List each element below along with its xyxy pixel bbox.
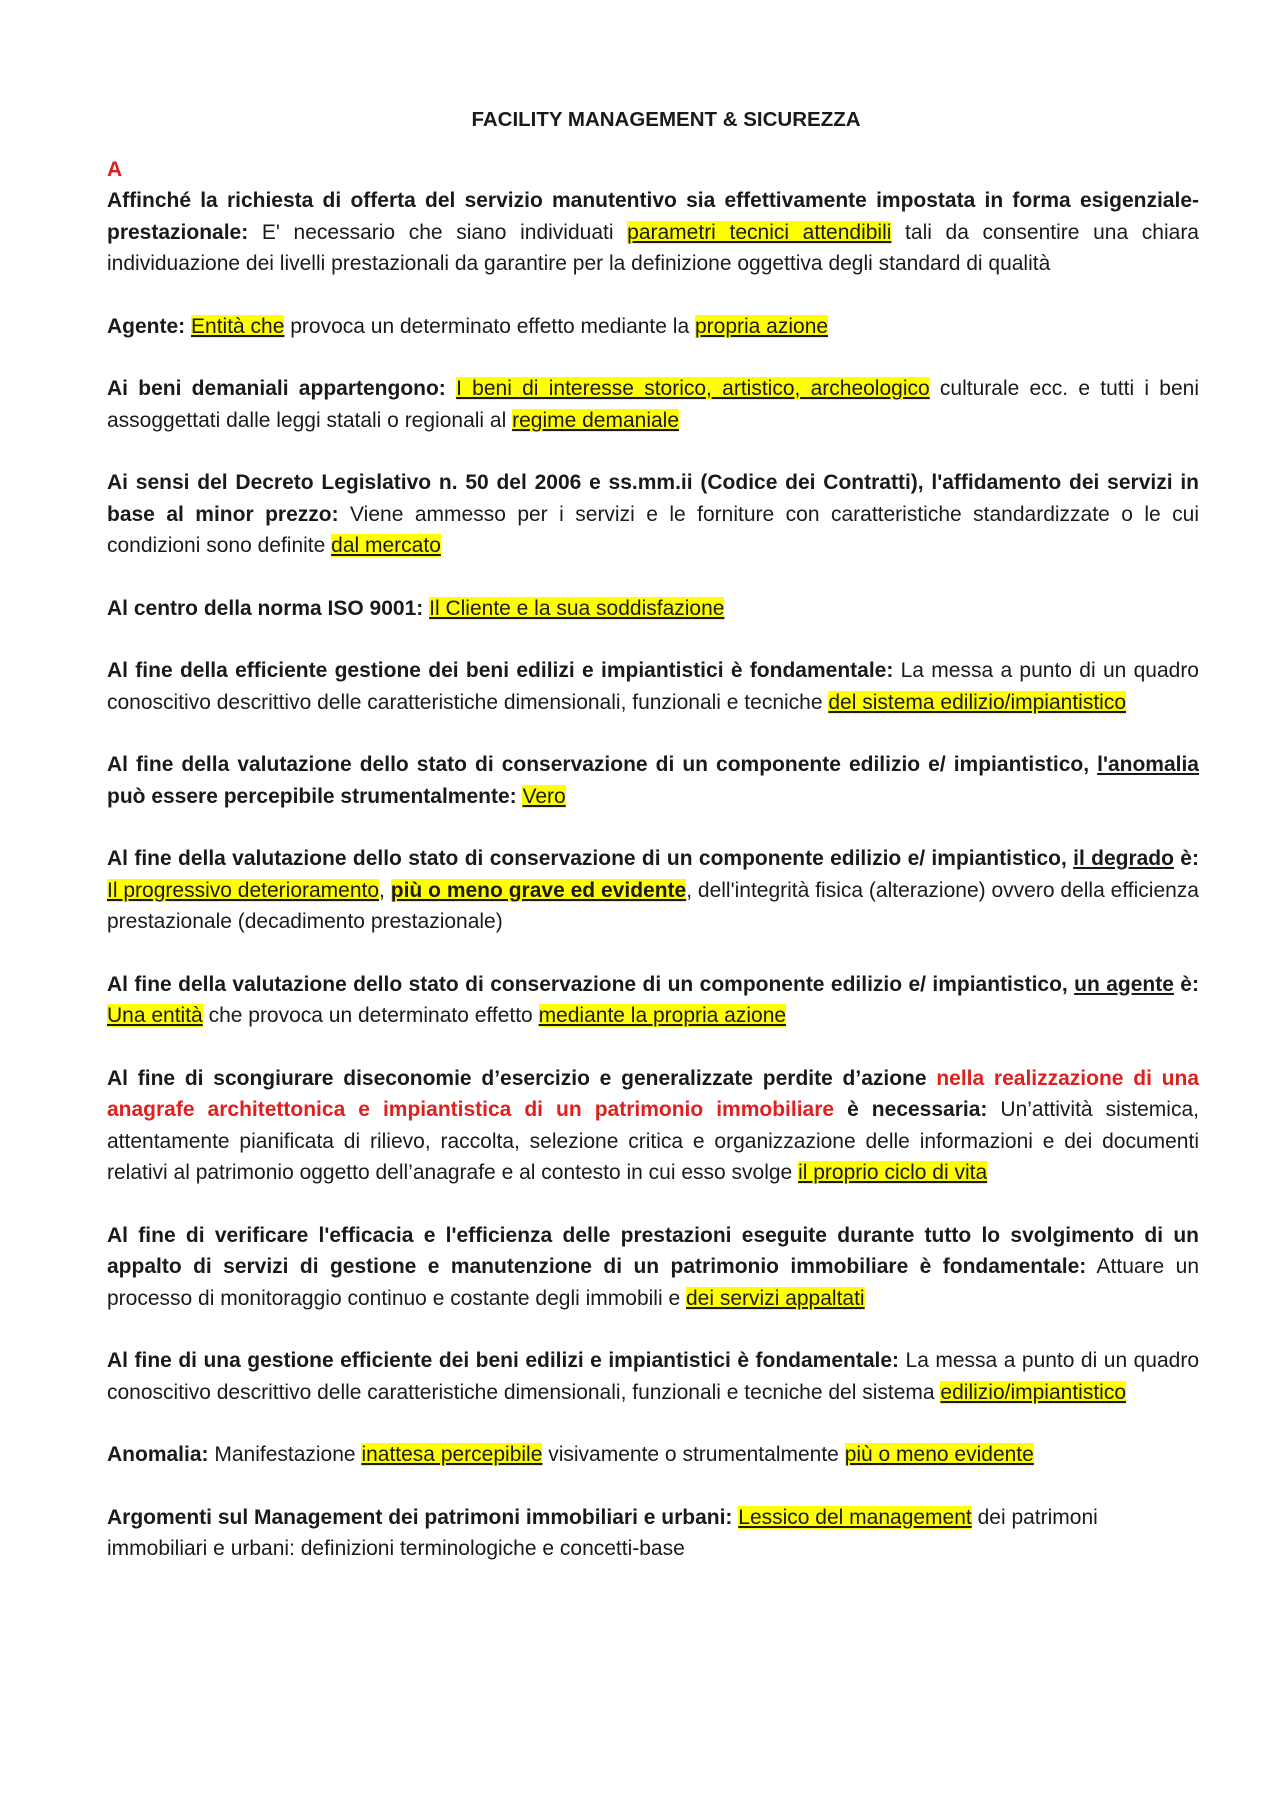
- entry: [107, 1063, 1199, 1189]
- entry-question: Ai sensi del Decreto Legislativo n. 50 del 2006 e ss.mm.ii (Codice dei Contratti), l'affidamento dei servizi in base al minor prezzo:: [107, 471, 1199, 526]
- highlighted-answer: Una entità: [107, 1004, 203, 1027]
- entry-question: Agente:: [107, 314, 186, 338]
- section-letter: A: [107, 158, 123, 181]
- entry-question: Al fine della valutazione dello stato di conservazione di un componente edilizio e/ impiantistico,: [107, 753, 1098, 776]
- entry: [107, 1220, 1199, 1315]
- entry-answer: provoca un determinato effetto mediante la: [284, 314, 695, 338]
- entry-question-red: nella realizzazione di una anagrafe architettonica e impiantistica di un patrimonio immobiliare: [107, 1066, 1199, 1121]
- entry: [107, 467, 1199, 562]
- entry-question-underlined: un agente: [1074, 972, 1174, 996]
- entry-answer: Un’attività sistemica, attentamente pianificata di rilievo, raccolta, selezione critica e organizzazione delle informazioni e dei documenti relativi al patrimonio oggetto dell’anagrafe e al contesto in cui esso svolge: [107, 1098, 1199, 1184]
- highlighted-answer: più o meno evidente: [844, 1443, 1034, 1466]
- entry: [107, 185, 1199, 280]
- entry-question-underlined: il degrado: [1073, 847, 1174, 870]
- entry-answer: [446, 377, 456, 400]
- entry-question: Affinché la richiesta di offerta del servizio manutentivo sia effettivamente impostata in forma esigenziale-prestazionale:: [107, 189, 1199, 244]
- highlighted-answer: Entità che: [191, 314, 285, 338]
- entry: [107, 655, 1199, 718]
- highlighted-answer: dei servizi appaltati: [686, 1286, 865, 1310]
- entry-answer: , dell'integrità fisica (alterazione) ovvero della efficienza prestazionale (decadimento prestazionale): [107, 878, 1199, 933]
- entry-answer: tali da consentire una chiara individuazione dei livelli prestazionali da garantire per la definizione oggettiva degli standard di qualità: [107, 220, 1199, 275]
- highlighted-answer: più o meno grave ed evidente: [390, 878, 687, 902]
- entry-question: Al centro della norma ISO 9001:: [107, 596, 424, 620]
- entry-answer: La messa a punto di un quadro conoscitivo descrittivo delle caratteristiche dimensionali, funzionali e tecniche del sistema: [107, 1349, 1200, 1404]
- entry-answer: La messa a punto di un quadro conoscitivo descrittivo delle caratteristiche dimensionali, funzionali e tecniche: [107, 659, 1199, 714]
- highlighted-answer: inattesa percepibile: [361, 1443, 543, 1466]
- entry-answer: Viene ammesso per i servizi e le forniture con caratteristiche standardizzate o le cui condizioni sono definite: [107, 502, 1199, 557]
- entry-answer: E' necessario che siano individuati: [248, 220, 628, 244]
- entry-question: è:: [1173, 972, 1199, 996]
- entry-question: è:: [1173, 847, 1199, 870]
- entry-answer: visivamente o strumentalmente: [542, 1443, 845, 1466]
- highlighted-answer: dal mercato: [331, 534, 441, 557]
- entry-question: Argomenti sul Management dei patrimoni immobiliari e urbani:: [107, 1505, 733, 1529]
- highlighted-answer: I beni di interesse storico, artistico, archeologico: [456, 377, 930, 400]
- entry-question: Al fine di una gestione efficiente dei beni edilizi e impiantistici è fondamentale:: [107, 1349, 900, 1372]
- entry-answer: che provoca un determinato effetto: [202, 1004, 539, 1027]
- entry: [107, 843, 1199, 938]
- entry-question: Al fine della valutazione dello stato di conservazione di un componente edilizio e/ impiantistico,: [107, 972, 1075, 996]
- entry: [107, 969, 1199, 1032]
- entry-question: Al fine di scongiurare diseconomie d’esercizio e generalizzate perdite d’azione: [107, 1066, 937, 1090]
- entry-answer: culturale ecc. e tutti i beni assoggettati dalle leggi statali o regionali al: [107, 377, 1200, 432]
- highlighted-answer: parametri tecnici attendibili: [627, 220, 892, 244]
- entry: [107, 311, 1199, 343]
- entry: [107, 1502, 1199, 1565]
- entry-question: Al fine di verificare l'efficacia e l'efficienza delle prestazioni eseguite durante tutto lo svolgimento di un appalto di servizi di gestione e manutenzione di un patrimonio immobiliare è fondamentale:: [107, 1223, 1199, 1278]
- entry: [107, 373, 1199, 436]
- entry-question-underlined: l'anomalia: [1097, 753, 1199, 776]
- document-title: FACILITY MANAGEMENT & SICUREZZA: [471, 108, 861, 131]
- entry-question: Al fine della valutazione dello stato di conservazione di un componente edilizio e/ impiantistico,: [107, 847, 1074, 870]
- highlighted-answer: regime demaniale: [512, 408, 680, 432]
- entry-question: Anomalia:: [107, 1443, 209, 1466]
- highlighted-answer: Il progressivo deterioramento: [107, 878, 380, 902]
- highlighted-answer: edilizio/impiantistico: [940, 1380, 1126, 1404]
- entry-answer: ,: [379, 878, 391, 902]
- highlighted-answer: del sistema edilizio/impiantistico: [828, 690, 1126, 714]
- highlighted-answer: propria azione: [694, 314, 829, 338]
- highlighted-answer: Il Cliente e la sua soddisfazione: [429, 596, 725, 620]
- entry: [107, 1439, 1199, 1471]
- highlighted-answer: Vero: [522, 784, 566, 808]
- entry-question: Al fine della efficiente gestione dei beni edilizi e impiantistici è fondamentale:: [107, 659, 894, 682]
- highlighted-answer: Lessico del management: [738, 1505, 972, 1529]
- entry-question: può essere percepibile strumentalmente:: [107, 784, 517, 808]
- entry-answer: dei patrimoni immobiliari e urbani: definizioni terminologiche e concetti-base: [107, 1505, 1098, 1560]
- entry: [107, 749, 1199, 812]
- entry-answer: Attuare un processo di monitoraggio continuo e costante degli immobili e: [107, 1255, 1199, 1310]
- highlighted-answer: mediante la propria azione: [538, 1004, 787, 1027]
- entry: [107, 593, 1199, 625]
- highlighted-answer: il proprio ciclo di vita: [798, 1161, 988, 1184]
- entry-answer: Manifestazione: [208, 1443, 362, 1466]
- entry-question: è necessaria:: [834, 1098, 988, 1121]
- entry-question: Ai beni demaniali appartengono:: [107, 377, 446, 400]
- entry: [107, 1345, 1199, 1408]
